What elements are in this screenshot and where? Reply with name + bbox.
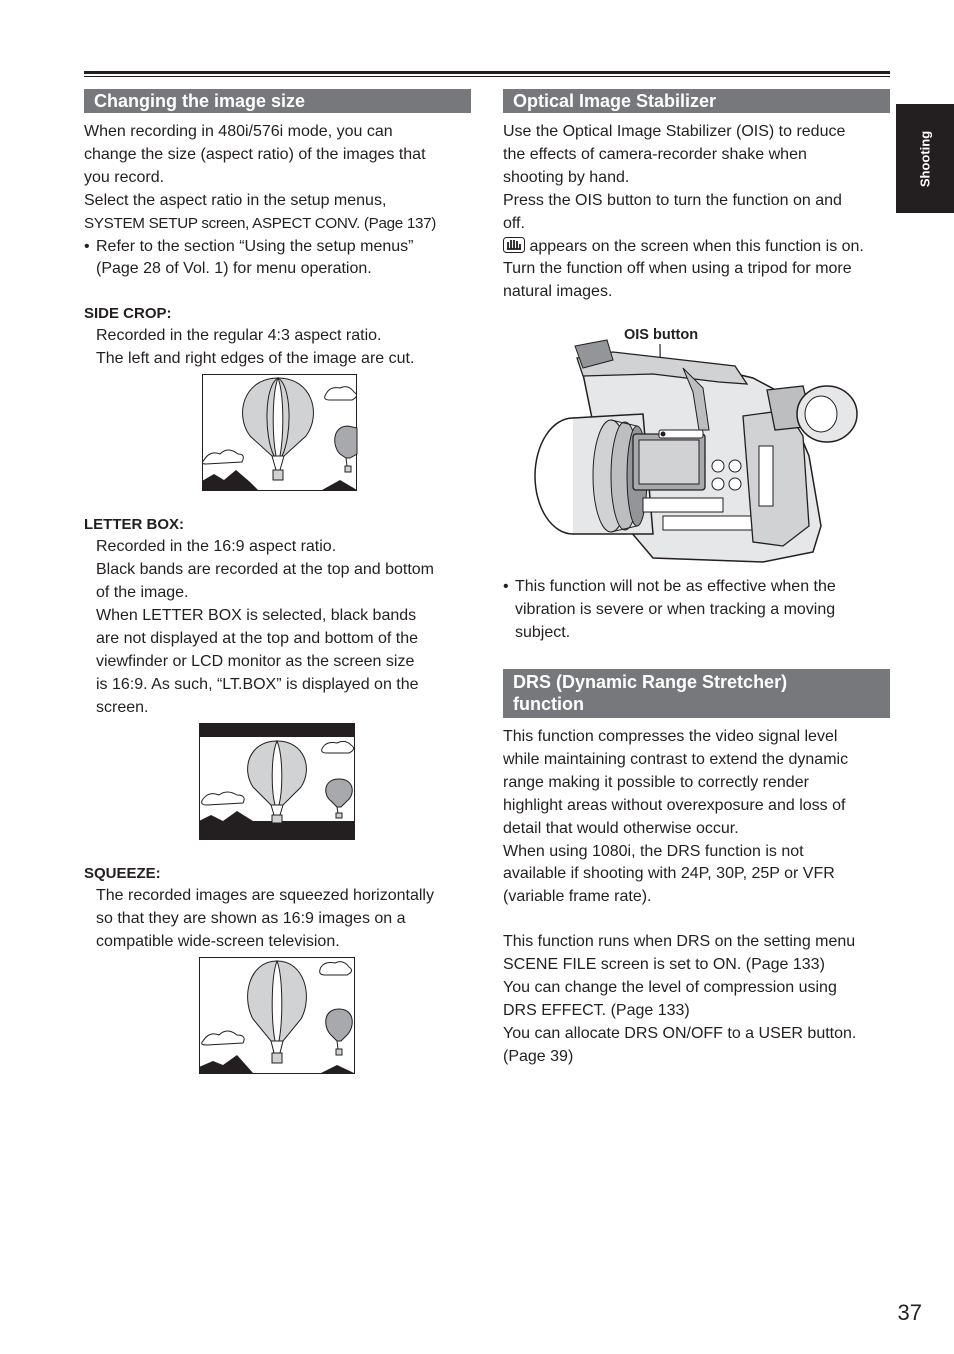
bullet-line: This function will not be as effective when the (515, 578, 836, 596)
ois-line: Turn the function off when using a tripod for more (503, 260, 852, 278)
section-heading-image-size: Changing the image size (84, 89, 471, 113)
right-column (503, 89, 890, 1069)
letter-box-line: of the image. (96, 583, 189, 601)
left-column (84, 89, 471, 1075)
intro-line: Select the aspect ratio in the setup menus, (84, 191, 387, 209)
side-crop-line: Recorded in the regular 4:3 aspect ratio. (96, 327, 382, 345)
side-tab-label: Shooting (917, 130, 933, 187)
drs-line: (variable frame rate). (503, 888, 652, 906)
ois-line: the effects of camera-recorder shake when (503, 145, 807, 163)
ois-line: Press the OIS button to turn the function on and (503, 191, 842, 209)
drs-line: When using 1080i, the DRS function is not (503, 842, 804, 860)
drs-line: This function compresses the video signal level (503, 727, 838, 745)
bullet-line: subject. (515, 624, 571, 642)
camcorder-illustration (503, 326, 890, 576)
squeeze-line: compatible wide-screen television. (96, 933, 340, 951)
letter-box-line: is 16:9. As such, “LT.BOX” is displayed on the (96, 675, 419, 693)
section-heading-ois: Optical Image Stabilizer (503, 89, 890, 113)
side-tab (896, 104, 954, 213)
squeeze-title: SQUEEZE: (84, 865, 161, 883)
bullet-item: • Refer to the section “Using the setup menus” (Page 28 of Vol. 1) for menu operation. (84, 236, 471, 282)
drs-line: range making it possible to correctly render (503, 773, 809, 791)
ois-hand-icon (503, 237, 525, 253)
intro-line: you record. (84, 168, 165, 186)
drs-line: You can allocate DRS ON/OFF to a USER button. (503, 1024, 857, 1042)
letter-box-line: When LETTER BOX is selected, black bands (96, 606, 417, 624)
ois-bullet: • This function will not be as effective when the vibration is severe or when tracking a moving subject. (503, 576, 890, 645)
ois-icon-text: appears on the screen when this function is on. (525, 237, 864, 255)
ois-line: off. (503, 214, 525, 232)
intro-line: change the size (aspect ratio) of the images that (84, 145, 426, 163)
camera-figure (503, 326, 890, 576)
letter-box-line: screen. (96, 698, 149, 716)
drs-line: This function runs when DRS on the setting menu (503, 933, 856, 951)
drs-line: You can change the level of compression using (503, 979, 837, 997)
drs-line: while maintaining contrast to extend the dynamic (503, 750, 849, 768)
bullet-line: Refer to the section “Using the setup menus” (96, 237, 414, 255)
bullet-line: (Page 28 of Vol. 1) for menu operation. (96, 260, 372, 278)
letter-box-title: LETTER BOX: (84, 516, 184, 534)
drs-heading-line: function (513, 693, 584, 714)
setup-reference: SYSTEM SETUP screen, ASPECT CONV. (Page 137) (84, 214, 437, 232)
ois-line: shooting by hand. (503, 168, 630, 186)
top-rule-thin (84, 76, 890, 77)
top-rule-thick (84, 71, 890, 74)
ois-line: natural images. (503, 283, 613, 301)
squeeze-line: The recorded images are squeezed horizontally (96, 887, 434, 905)
page-number: 37 (897, 1300, 922, 1325)
letter-box-line: are not displayed at the top and bottom of the (96, 629, 418, 647)
drs-line: DRS EFFECT. (Page 133) (503, 1001, 690, 1019)
letter-box-line: Black bands are recorded at the top and bottom (96, 561, 434, 579)
section-heading-drs (503, 669, 890, 718)
drs-line: (Page 39) (503, 1047, 574, 1065)
squeeze-line: so that they are shown as 16:9 images on a (96, 910, 406, 928)
side-crop-title: SIDE CROP: (84, 305, 172, 323)
ois-button-label: OIS button (624, 327, 699, 344)
letter-box-illustration (199, 723, 356, 841)
squeeze-illustration (199, 957, 356, 1075)
letter-box-line: Recorded in the 16:9 aspect ratio. (96, 538, 337, 556)
side-crop-illustration (202, 374, 358, 492)
letter-box-line: viewfinder or LCD monitor as the screen size (96, 652, 415, 670)
drs-line: available if shooting with 24P, 30P, 25P or VFR (503, 865, 835, 883)
intro-line: When recording in 480i/576i mode, you can (84, 123, 393, 140)
ois-icon-line (503, 236, 890, 259)
drs-heading-line: DRS (Dynamic Range Stretcher) (513, 671, 788, 692)
bullet-line: vibration is severe or when tracking a moving (515, 601, 836, 619)
drs-line: highlight areas without overexposure and loss of (503, 796, 846, 814)
side-crop-line: The left and right edges of the image are cut. (96, 350, 415, 368)
ois-line: Use the Optical Image Stabilizer (OIS) to reduce (503, 123, 846, 140)
drs-line: SCENE FILE screen is set to ON. (Page 133) (503, 956, 825, 974)
drs-line: detail that would otherwise occur. (503, 819, 739, 837)
